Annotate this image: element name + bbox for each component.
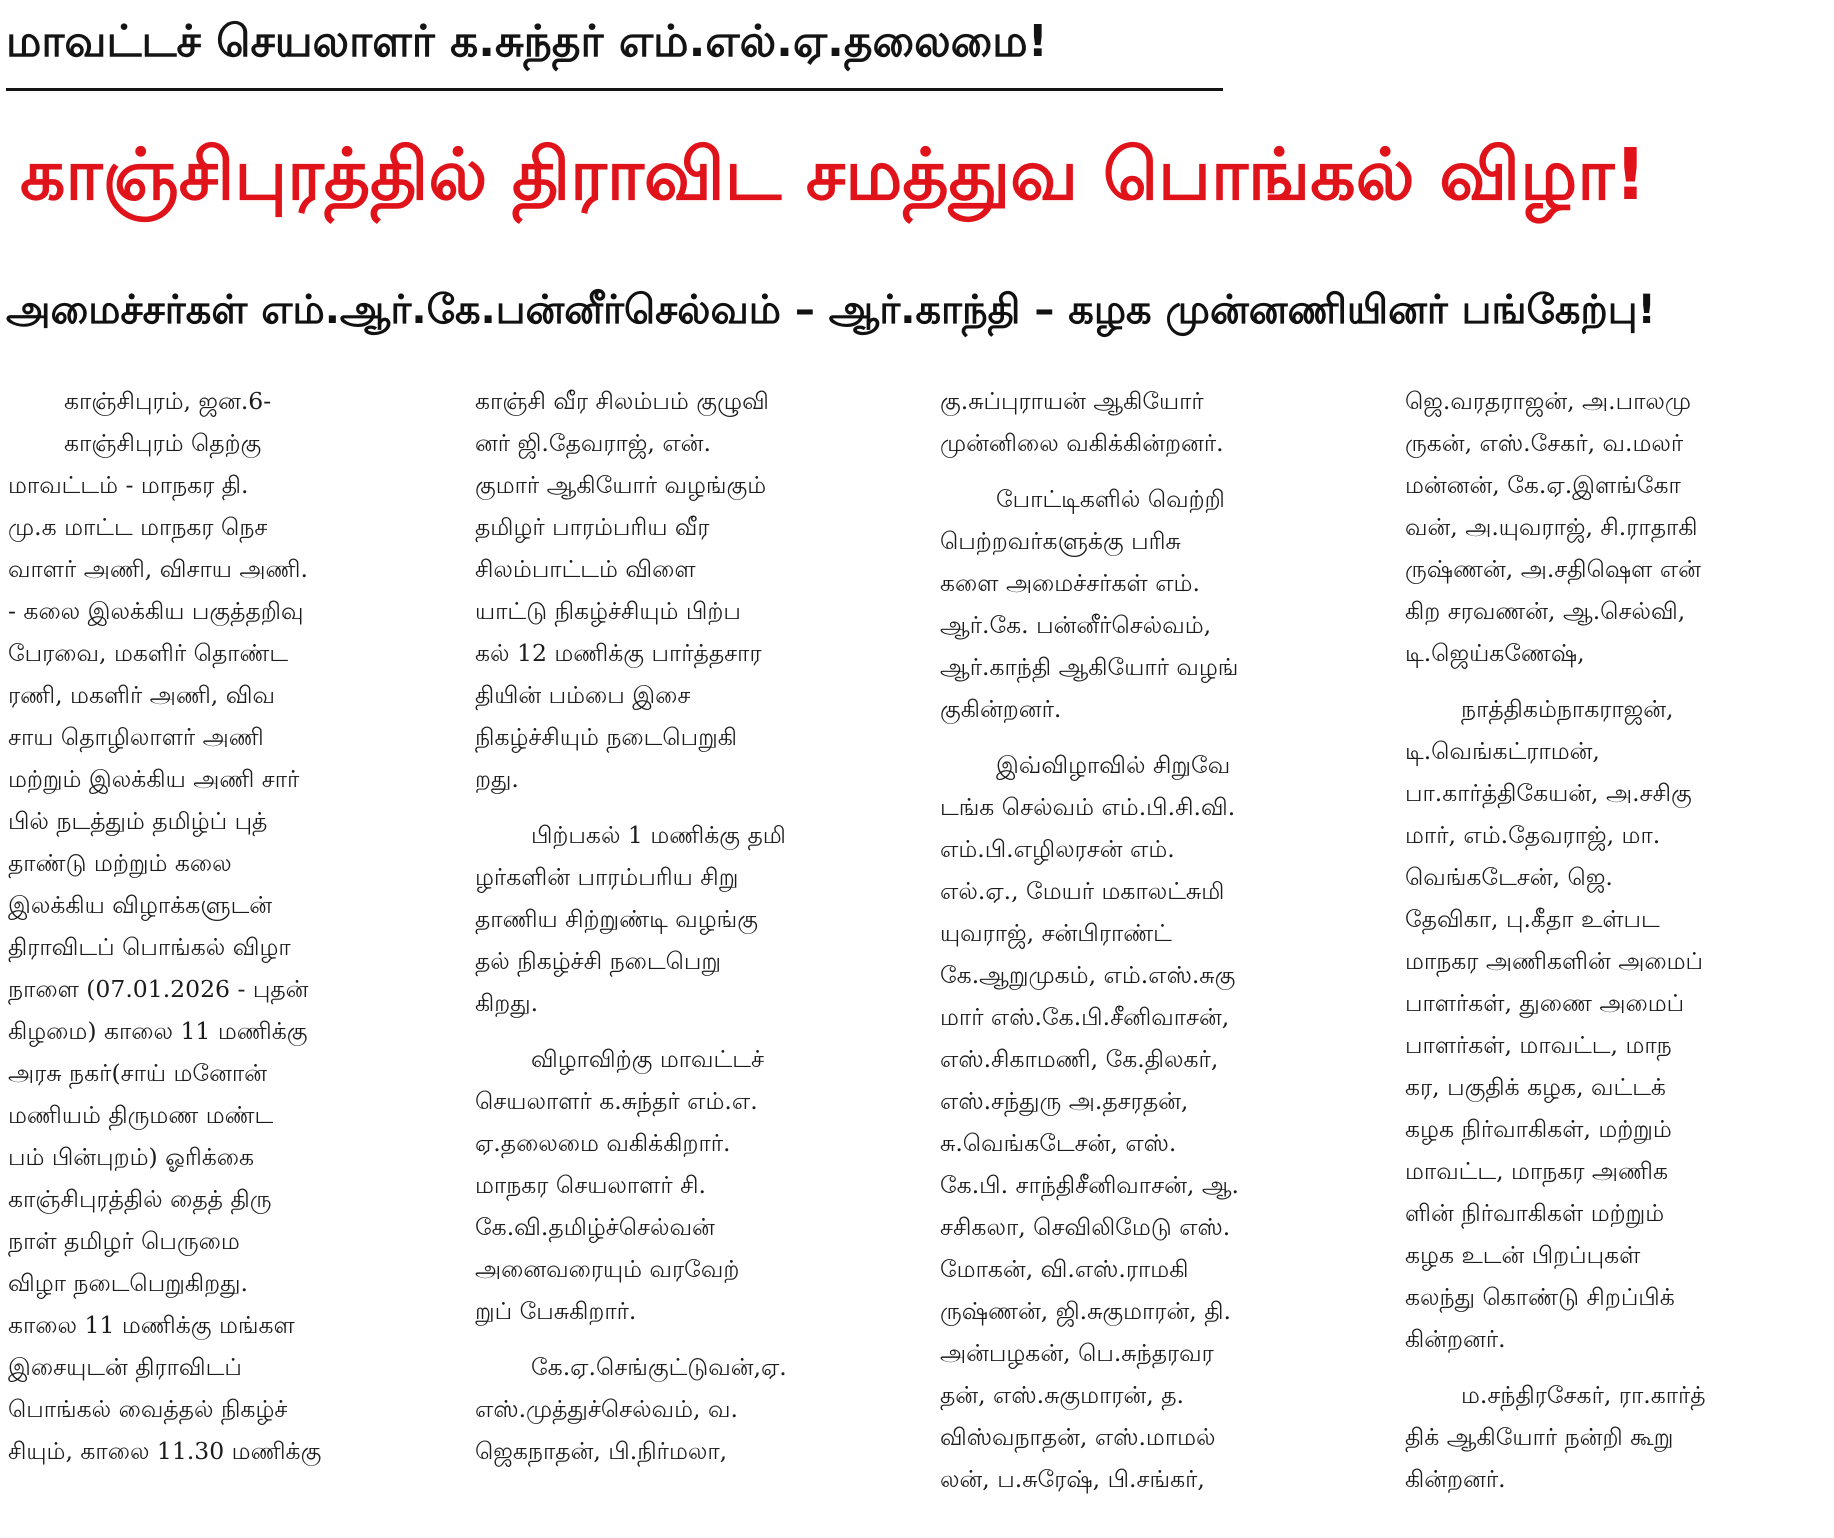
article-line: பேரவை, மகளிர் தொண்ட	[8, 639, 289, 667]
article-line: கிற சரவணன், ஆ.செல்வி,	[1405, 597, 1686, 625]
article-line: போட்டிகளில் வெற்றி	[996, 485, 1225, 513]
article-line: கின்றனர்.	[1405, 1465, 1506, 1493]
article-line: றுப் பேசுகிறார்.	[475, 1297, 637, 1325]
article-line: டி.வெங்கட்ராமன்,	[1405, 737, 1600, 765]
article-line: ரணி, மகளிர் அணி, விவ	[8, 681, 275, 709]
sub-headline: அமைச்சர்கள் எம்.ஆர்.கே.பன்னீர்செல்வம் – ஆர்.காந்தி – கழக முன்னணியினர் பங்கேற்பு!	[6, 287, 1656, 333]
article-line: தல் நிகழ்ச்சி நடைபெறு	[475, 947, 722, 975]
article-line: நாளை (07.01.2026 - புதன்	[8, 975, 309, 1003]
article-line: மற்றும் இலக்கிய அணி சார்	[8, 765, 300, 793]
article-line: எஸ்.சந்துரு அ.தசரதன்,	[940, 1087, 1189, 1115]
article-line: ழர்களின் பாரம்பரிய சிறு	[475, 863, 739, 891]
article-line: மு.க மாட்ட மாநகர நெச	[8, 513, 268, 541]
article-line: கழக உடன் பிறப்புகள்	[1405, 1241, 1641, 1269]
article-body	[0, 380, 1834, 1538]
article-line: வெங்கடேசன், ஜெ.	[1405, 863, 1613, 891]
article-line: இசையுடன் திராவிடப்	[8, 1353, 242, 1381]
article-line: பம் பின்புறம்) ஓரிக்கை	[8, 1143, 255, 1171]
article-line: சாய தொழிலாளர் அணி	[8, 723, 264, 751]
article-line: தேவிகா, பு.கீதா உள்பட	[1405, 905, 1660, 933]
article-line: பாளர்கள், துணை அமைப்	[1405, 989, 1685, 1017]
article-line: கர, பகுதிக் கழக, வட்டக்	[1405, 1073, 1666, 1101]
article-line: சிலம்பாட்டம் விளை	[475, 555, 696, 583]
article-line: சு.வெங்கடேசன், எஸ்.	[940, 1129, 1177, 1157]
article-line: மணியம் திருமண மண்ட	[8, 1101, 274, 1129]
article-line: கலந்து கொண்டு சிறப்பிக்	[1405, 1283, 1675, 1311]
article-line: விழாவிற்கு மாவட்டச்	[531, 1045, 764, 1073]
article-line: மார், எம்.தேவராஜ், மா.	[1405, 821, 1661, 849]
article-line: கின்றனர்.	[1405, 1325, 1506, 1353]
paragraph-gap	[475, 1332, 915, 1346]
paragraph-gap	[940, 730, 1380, 744]
kicker-underline	[6, 88, 1223, 91]
article-line: மாநகர செயலாளர் சி.	[475, 1171, 706, 1199]
article-line: காலை 11 மணிக்கு மங்கள	[8, 1311, 295, 1339]
article-line: கே.ஆறுமுகம், எம்.எஸ்.சுகு	[940, 961, 1236, 989]
article-line: கே.பி. சாந்திசீனிவாசன், ஆ.	[940, 1171, 1240, 1199]
main-headline: காஞ்சிபுரத்தில் திராவிட சமத்துவ பொங்கல் விழா!	[20, 133, 1647, 216]
article-line: ஆர்.காந்தி ஆகியோர் வழங்	[940, 653, 1239, 681]
article-line: சசிகலா, செவிலிமேடு எஸ்.	[940, 1213, 1231, 1241]
article-line: மாவட்டம் - மாநகர தி.	[8, 471, 249, 499]
article-line: எல்.ஏ., மேயர் மகாலட்சுமி	[940, 877, 1225, 905]
article-line: மாநகர அணிகளின் அமைப்	[1405, 947, 1703, 975]
article-line: குமார் ஆகியோர் வழங்கும்	[475, 471, 767, 499]
article-line: டி.ஜெய்கணேஷ்,	[1405, 639, 1585, 667]
article-line: தாணிய சிற்றுண்டி வழங்கு	[475, 905, 759, 933]
article-line: மாவட்ட, மாநகர அணிக	[1405, 1157, 1669, 1185]
article-line: வாளர் அணி, விசாய அணி.	[8, 555, 308, 583]
article-line: இவ்விழாவில் சிறுவே	[996, 751, 1231, 779]
article-line: கிழமை) காலை 11 மணிக்கு	[8, 1017, 308, 1045]
article-line: காஞ்சிபுரத்தில் தைத் திரு	[8, 1185, 272, 1213]
article-line: ளின் நிர்வாகிகள் மற்றும்	[1405, 1199, 1665, 1227]
article-line: கழக நிர்வாகிகள், மற்றும்	[1405, 1115, 1672, 1143]
paragraph-gap	[940, 464, 1380, 478]
article-line: விஸ்வநாதன், எஸ்.மாமல்	[940, 1423, 1216, 1451]
paragraph-gap	[1405, 674, 1830, 688]
article-line: நிகழ்ச்சியும் நடைபெறுகி	[475, 723, 738, 751]
kicker-headline: மாவட்டச் செயலாளர் க.சுந்தர் எம்.எல்.ஏ.தலைமை!	[6, 16, 1048, 67]
article-line: டங்க செல்வம் எம்.பி.சி.வி.	[940, 793, 1236, 821]
article-line: திராவிடப் பொங்கல் விழா	[8, 933, 291, 961]
article-line: காஞ்சி வீர சிலம்பம் குழுவி	[475, 387, 769, 415]
article-line: பா.கார்த்திகேயன், அ.சசிகு	[1405, 779, 1692, 807]
article-line: தமிழர் பாரம்பரிய வீர	[475, 513, 710, 541]
article-column-4	[1405, 380, 1830, 1538]
paragraph-gap	[475, 800, 915, 814]
article-line: விழா நடைபெறுகிறது.	[8, 1269, 248, 1297]
article-line: அனைவரையும் வரவேற்	[475, 1255, 740, 1283]
article-line: எம்.பி.எழிலரசன் எம்.	[940, 835, 1175, 863]
article-line: கிறது.	[475, 989, 539, 1017]
article-line: நாத்திகம்நாகராஜன்,	[1461, 695, 1674, 723]
article-line: களை அமைச்சர்கள் எம்.	[940, 569, 1200, 597]
article-line: - கலை இலக்கிய பகுத்தறிவு	[8, 597, 304, 625]
article-line: ஜெ.வரதராஜன், அ.பாலமு	[1405, 387, 1691, 415]
article-line: நாள் தமிழர் பெருமை	[8, 1227, 240, 1255]
article-line: லன், ப.சுரேஷ், பி.சங்கர்,	[940, 1465, 1205, 1493]
article-line: திக் ஆகியோர் நன்றி கூறு	[1405, 1423, 1674, 1451]
article-line: கு.சுப்புராயன் ஆகியோர்	[940, 387, 1204, 415]
article-line: காஞ்சிபுரம் தெற்கு	[64, 429, 262, 457]
article-line: செயலாளர் க.சுந்தர் எம்.எ.	[475, 1087, 758, 1115]
article-line: றது.	[475, 765, 519, 793]
article-line: கல் 12 மணிக்கு பார்த்தசார	[475, 639, 762, 667]
article-line: காஞ்சிபுரம், ஜன.6-	[64, 387, 272, 415]
article-line: எஸ்.சிகாமணி, கே.திலகர்,	[940, 1045, 1219, 1073]
article-line: மார் எஸ்.கே.பி.சீனிவாசன்,	[940, 1003, 1230, 1031]
paragraph-gap	[475, 1024, 915, 1038]
article-line: பொங்கல் வைத்தல் நிகழ்ச்	[8, 1395, 288, 1423]
article-line: ஜெகநாதன், பி.நிர்மலா,	[475, 1437, 728, 1465]
article-line: னர் ஜி.தேவராஜ், என்.	[475, 429, 711, 457]
article-line: அன்பழகன், பெ.சுந்தரவர	[940, 1339, 1214, 1367]
article-line: பாளர்கள், மாவட்ட, மாந	[1405, 1031, 1672, 1059]
article-line: குகின்றனர்.	[940, 695, 1062, 723]
article-line: சியும், காலை 11.30 மணிக்கு	[8, 1437, 322, 1465]
article-line: தாண்டு மற்றும் கலை	[8, 849, 232, 877]
article-line: ஆர்.கே. பன்னீர்செல்வம்,	[940, 611, 1212, 639]
article-line: பிற்பகல் 1 மணிக்கு தமி	[531, 821, 786, 849]
article-line: யாட்டு நிகழ்ச்சியும் பிற்ப	[475, 597, 741, 625]
article-line: ருஷ்ணன், ஜி.சுகுமாரன், தி.	[940, 1297, 1231, 1325]
article-line: வன், அ.யுவராஜ், சி.ராதாகி	[1405, 513, 1698, 541]
article-line: பில் நடத்தும் தமிழ்ப் புத்	[8, 807, 268, 835]
article-column-3	[940, 380, 1380, 1538]
article-line: தன், எஸ்.சுகுமாரன், த.	[940, 1381, 1184, 1409]
article-line: மன்னன், கே.ஏ.இளங்கோ	[1405, 471, 1681, 499]
article-line: யுவராஜ், சன்பிராண்ட்	[940, 919, 1172, 947]
article-line: மோகன், வி.எஸ்.ராமகி	[940, 1255, 1189, 1283]
article-line: கே.ஏ.செங்குட்டுவன்,ஏ.	[531, 1353, 787, 1381]
article-line: அரசு நகர்(சாய் மனோன்	[8, 1059, 267, 1087]
article-line: ருஷ்ணன், அ.சதிஷெள என்	[1405, 555, 1701, 583]
article-column-1	[8, 380, 448, 1538]
article-line: முன்னிலை வகிக்கின்றனர்.	[940, 429, 1224, 457]
paragraph-gap	[1405, 1360, 1830, 1374]
article-line: பெற்றவர்களுக்கு பரிசு	[940, 527, 1181, 555]
article-column-2	[475, 380, 915, 1538]
article-line: ம.சந்திரசேகர், ரா.கார்த்	[1461, 1381, 1706, 1409]
article-line: எஸ்.முத்துச்செல்வம், வ.	[475, 1395, 738, 1423]
article-line: தியின் பம்பை இசை	[475, 681, 691, 709]
article-line: கே.வி.தமிழ்ச்செல்வன்	[475, 1213, 715, 1241]
article-line: ஏ.தலைமை வகிக்கிறார்.	[475, 1129, 731, 1157]
article-line: இலக்கிய விழாக்களுடன்	[8, 891, 273, 919]
article-line: ருகன், எஸ்.சேகர், வ.மலர்	[1405, 429, 1684, 457]
